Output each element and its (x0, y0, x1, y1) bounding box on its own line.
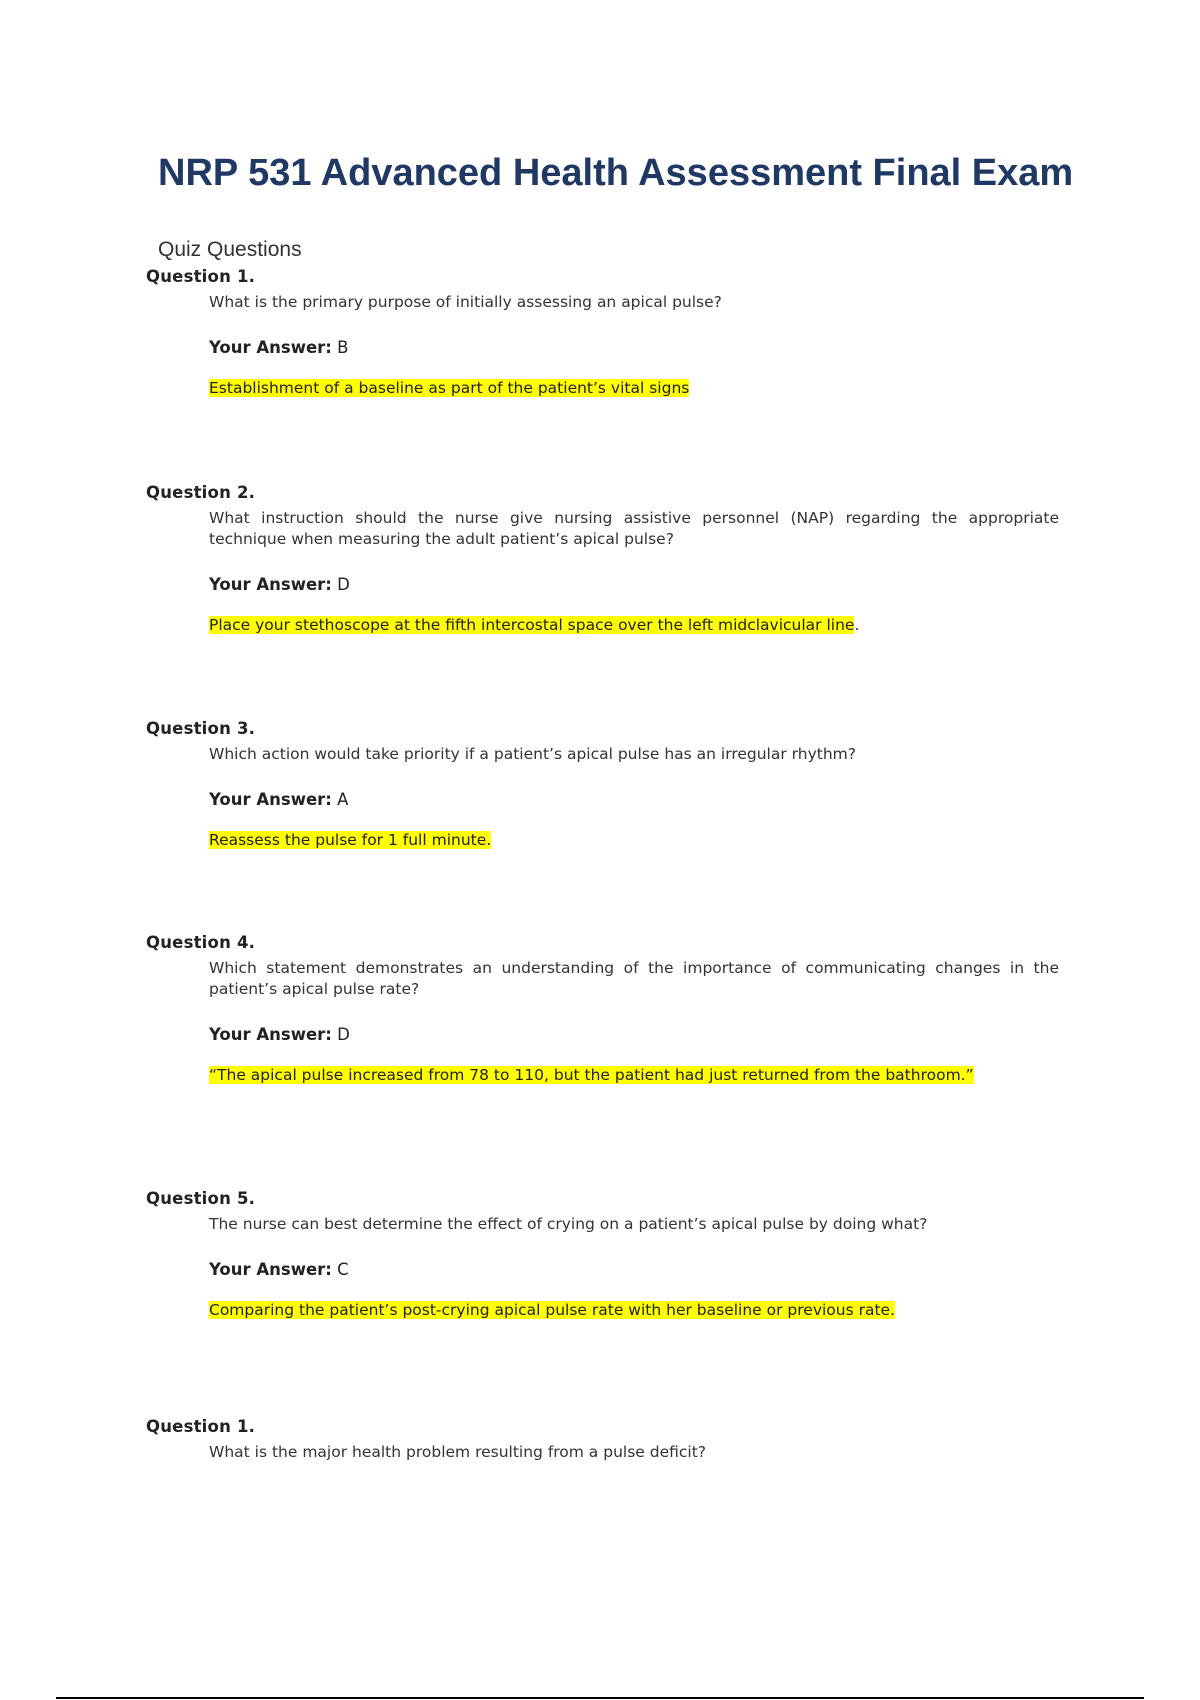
correct-answer-trailing: . (854, 616, 860, 634)
question-heading: Question 1. (146, 1417, 256, 1436)
question-block (146, 718, 1066, 851)
correct-answer (209, 830, 1059, 851)
correct-answer-highlight: “The apical pulse increased from 78 to 110, but the patient had just returned from the bathroom.” (209, 1066, 974, 1084)
your-answer-letter: D (337, 1025, 350, 1044)
question-text: What is the primary purpose of initially assessing an apical pulse? (209, 293, 722, 311)
your-answer-letter: A (337, 790, 349, 809)
question-text: Which action would take priority if a patient’s apical pulse has an irregular rhythm? (209, 745, 856, 763)
question-heading: Question 1. (146, 267, 256, 286)
your-answer-letter: B (337, 338, 349, 357)
question-text: The nurse can best determine the effect of crying on a patient’s apical pulse by doing what? (209, 1215, 928, 1233)
correct-answer (209, 1300, 1059, 1321)
question-block (146, 482, 1066, 636)
question-text: What instruction should the nurse give nursing assistive personnel (NAP) regarding the appropriate technique when measuring the adult patient’s apical pulse? (209, 509, 1059, 548)
your-answer (209, 337, 1066, 359)
section-label: Quiz Questions (158, 238, 302, 261)
your-answer (209, 1259, 1066, 1281)
your-answer-label: Your Answer: (209, 575, 332, 594)
correct-answer (209, 1065, 1059, 1086)
question-text: Which statement demonstrates an understanding of the importance of communicating changes in the patient’s apical pulse rate? (209, 959, 1059, 998)
question-block (146, 1188, 1066, 1321)
footer-rule (56, 1697, 1144, 1699)
your-answer-label: Your Answer: (209, 338, 332, 357)
question-heading: Question 4. (146, 933, 256, 952)
correct-answer (209, 378, 1059, 399)
question-block (146, 932, 1066, 1086)
your-answer-label: Your Answer: (209, 790, 332, 809)
your-answer (209, 574, 1066, 596)
question-heading: Question 2. (146, 483, 256, 502)
correct-answer-highlight: Place your stethoscope at the fifth intercostal space over the left midclavicular line (209, 616, 855, 634)
document-title: NRP 531 Advanced Health Assessment Final Exam (158, 152, 1074, 194)
question-heading: Question 3. (146, 719, 256, 738)
correct-answer-highlight: Reassess the pulse for 1 full minute. (209, 831, 492, 849)
your-answer-letter: D (337, 575, 350, 594)
your-answer (209, 789, 1066, 811)
your-answer-label: Your Answer: (209, 1025, 332, 1044)
correct-answer-highlight: Comparing the patient’s post-crying apical pulse rate with her baseline or previous rate. (209, 1301, 896, 1319)
correct-answer (209, 615, 1059, 636)
question-text: What is the major health problem resulting from a pulse deficit? (209, 1443, 707, 1461)
correct-answer-highlight: Establishment of a baseline as part of the patient’s vital signs (209, 379, 690, 397)
question-block (146, 1416, 1066, 1463)
question-heading: Question 5. (146, 1189, 256, 1208)
your-answer-label: Your Answer: (209, 1260, 332, 1279)
question-block (146, 266, 1066, 399)
your-answer-letter: C (337, 1260, 349, 1279)
your-answer (209, 1024, 1066, 1046)
